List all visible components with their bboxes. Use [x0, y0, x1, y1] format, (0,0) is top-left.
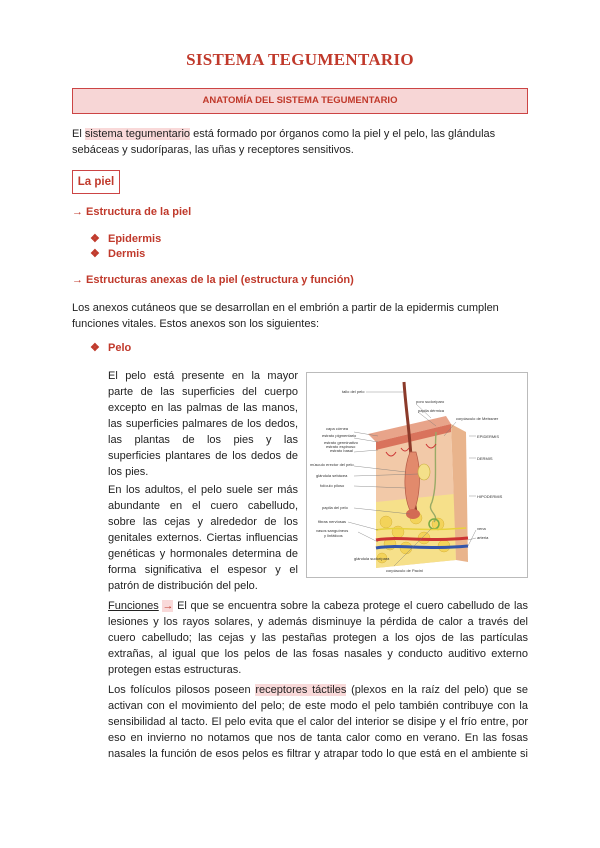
text-line: los pies.: [108, 466, 149, 478]
text-line: sensibilidad al tacto. El pelo evita que el calor del interior se disipe y el frío entre, por: [108, 716, 528, 728]
bullet-dermis: [90, 247, 145, 260]
text-line: las plantas de los pies y las: [108, 434, 298, 446]
section-box-la-piel: La piel: [72, 170, 120, 194]
diamond-bullet-icon: ❖: [90, 342, 100, 354]
text-line: forma significativa el espesor y el: [108, 564, 298, 576]
label-foliculo: folículo piloso: [320, 483, 345, 488]
text-fragment: (plexos en la raíz del pelo) que se: [346, 684, 528, 696]
label-glandula-sebacea: glándula sebácea: [316, 473, 348, 478]
label-dermis: DERMIS: [477, 456, 493, 461]
intro-line2: sebáceas y sudoríparas, las uñas y receptores sensitivos.: [72, 144, 354, 156]
funciones-label: Funciones: [108, 600, 159, 612]
text-line: superficies plantares de los dedos de: [108, 450, 298, 462]
text-line: nasales la función de esos pelos es filtrar y atrapar todo lo que está en el ambiente si: [108, 748, 528, 760]
pelo-paragraph-1: [108, 368, 298, 480]
foliculos-paragraph: [108, 682, 528, 762]
pelo-paragraph-2: [108, 482, 298, 594]
text-line: patrón de distribución del pelo.: [108, 580, 258, 592]
sebaceous-gland: [418, 464, 430, 480]
text-line: cuero cabelludo; las cejas y las pestañas protegen a los ojos de las partículas: [108, 632, 528, 644]
bullet-label: Pelo: [108, 342, 132, 354]
skin-diagram: [306, 372, 528, 578]
label-hipodermis: HIPODERMIS: [477, 494, 503, 499]
label-fibras: fibras nerviosas: [318, 519, 347, 524]
label-papila-pelo: papila del pelo: [322, 505, 348, 510]
annex-paragraph: [72, 300, 532, 332]
label-capa-cornea: capa córnea: [326, 426, 349, 431]
label-epidermis: EPIDERMIS: [477, 434, 500, 439]
label-estrato-basal: estrato basal: [330, 448, 353, 453]
label-arteria: arteria: [477, 535, 489, 540]
text-line: protegen estas estructuras.: [108, 664, 242, 676]
label-estrato-pigmentario: estrato pigmentario: [322, 433, 357, 438]
label-linfaticos: y linfáticos: [324, 533, 343, 538]
text-line: En los adultos, el pelo suele ser más: [108, 484, 298, 496]
label-meissner: corpúsculo de Meissner: [456, 416, 499, 421]
label-tallo: tallo del pelo: [342, 389, 365, 394]
annex-line: Los anexos cutáneos que se desarrollan en el embrión a partir de la epidermis cumplen: [72, 302, 499, 314]
artery: [376, 538, 468, 540]
funciones-first-line: [108, 598, 528, 614]
foliculos-first-line: [108, 682, 528, 698]
label-glandula-sudoripara: glándula sudorípara: [354, 556, 390, 561]
skin-diagram-svg: [306, 372, 528, 578]
label-musculo: músculo erector del pelo: [310, 462, 354, 467]
diamond-bullet-icon: ❖: [90, 233, 100, 245]
text-fragment: Los folículos pilosos poseen: [108, 684, 256, 696]
label-pacini: corpúsculo de Pacini: [386, 568, 423, 573]
section-banner: ANATOMÍA DEL SISTEMA TEGUMENTARIO: [72, 88, 528, 114]
text-line: las superficies palmares de los dedos,: [108, 418, 298, 430]
label-estrato-germinativo: estrato germinativo: [324, 440, 359, 445]
text-line: El que se encuentra sobre la cabeza protege el cuero cabelludo de las: [173, 600, 529, 612]
funciones-paragraph: [108, 598, 528, 678]
intro-highlight: sistema tegumentario: [84, 128, 191, 140]
text-line: eso en invierno no notamos que nos de tanta calor como en verano. En las fosas: [108, 732, 528, 744]
text-line: abundante en el cuero cabelludo,: [108, 500, 298, 512]
arrow-icon: →: [162, 600, 174, 612]
intro-post: está formado por órganos como la piel y el pelo, las glándulas: [190, 128, 496, 140]
foliculos-highlight: receptores táctiles: [255, 684, 347, 696]
annex-line: funciones vitales. Estos anexos son los siguientes:: [72, 318, 320, 330]
label-papila-dermica: papila dérmica: [418, 408, 445, 413]
bullet-pelo: [90, 341, 131, 354]
text-line: lesiones y los rayos solares, y además disminuye la pérdida de calor a través del: [108, 616, 528, 628]
text-line: genitales externos. Ciertas influencias: [108, 532, 298, 544]
label-estrato-espinoso: estrato espinoso: [326, 444, 356, 449]
heading-estructura: → Estructura de la piel: [72, 206, 192, 218]
hair-bulb: [406, 509, 420, 519]
page-title: SISTEMA TEGUMENTARIO: [186, 50, 414, 69]
text-line: activan con el movimiento del pelo; de este modo el pelo también contribuye con la: [108, 700, 528, 712]
bullet-epidermis: [90, 232, 161, 245]
text-line: extrañas, al igual que los pelos de las fosas nasales y conducto auditivo externo: [108, 648, 528, 660]
label-vena: vena: [477, 526, 486, 531]
text-line: parte de las superficies del cuerpo: [108, 386, 298, 398]
intro-pre: El: [72, 128, 85, 140]
bullet-label: Dermis: [108, 248, 146, 260]
text-line: sobre las cejas y alrededor de los: [108, 516, 298, 528]
text-line: excepto en las palmas de las manos,: [108, 402, 298, 414]
heading-anexas: → Estructuras anexas de la piel (estructura y función): [72, 274, 354, 286]
vein: [376, 546, 468, 548]
diamond-bullet-icon: ❖: [90, 248, 100, 260]
label-poro: poro sudoríparo: [416, 399, 445, 404]
text-line: El pelo está presente en la mayor: [108, 370, 298, 382]
label-vasos: vasos sanguíneos: [316, 528, 349, 533]
intro-paragraph: [72, 126, 532, 158]
bullet-label: Epidermis: [108, 233, 162, 245]
text-line: genéticas y hormonales determina de: [108, 548, 298, 560]
